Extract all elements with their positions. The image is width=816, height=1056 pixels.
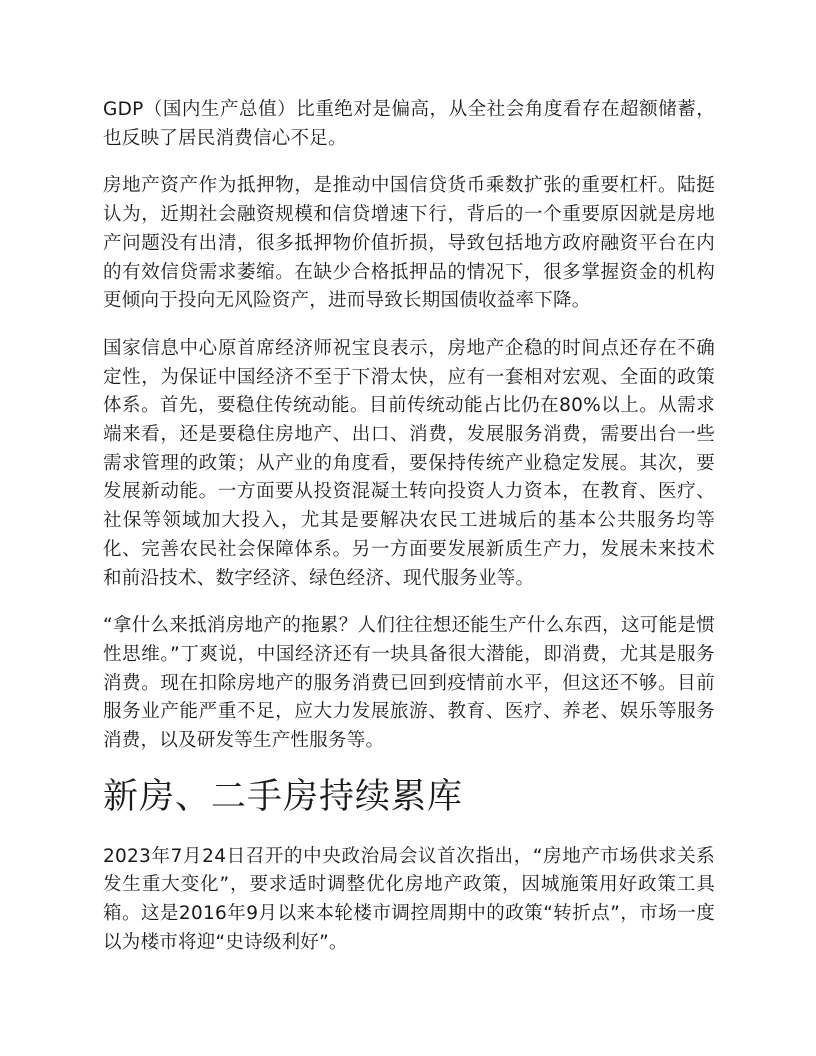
paragraph: GDP（国内生产总值）比重绝对是偏高，从全社会角度看存在超额储蓄，也反映了居民消费信心不足。: [103, 99, 715, 149]
document-page: [103, 96, 715, 977]
paragraph: 2023年7月24日召开的中央政治局会议首次指出，“房地产市场供求关系发生重大变化”，要求适时调整优化房地产政策，因城施策用好政策工具箱。这是2016年9月以来本轮楼市调控周期中的政策“转折点”，市场一度以为楼市将迎“史诗级利好”。: [103, 845, 715, 953]
paragraph: “拿什么来抵消房地产的拖累？人们往往想还能生产什么东西，这可能是惯性思维。”丁爽说，中国经济还有一块具备很大潜能，即消费，尤其是服务消费。现在扣除房地产的服务消费已回到疫情前水平，但这还不够。目前服务业产能严重不足，应大力发展旅游、教育、医疗、养老、娱乐等服务消费，以及研发等生产性服务等。: [103, 615, 715, 752]
paragraph: 房地产资产作为抵押物，是推动中国信贷货币乘数扩张的重要杠杆。陆挺认为，近期社会融资规模和信贷增速下行，背后的一个重要原因就是房地产问题没有出清，很多抵押物价值折损，导致包括地方政府融资平台在内的有效信贷需求萎缩。在缺少合格抵押品的情况下，很多掌握资金的机构更倾向于投向无风险资产，进而导致长期国债收益率下降。: [103, 175, 715, 312]
section-heading: 新房、二手房持续累库: [103, 776, 464, 817]
paragraph: 国家信息中心原首席经济师祝宝良表示，房地产企稳的时间点还存在不确定性，为保证中国经济不至于下滑太快，应有一套相对宏观、全面的政策体系。首先，要稳住传统动能。目前传统动能占比仍在80%以上。从需求端来看，还是要稳住房地产、出口、消费，发展服务消费，需要出台一些需求管理的政策；从产业的角度看，要保持传统产业稳定发展。其次，要发展新动能。一方面要从投资混凝土转向投资人力资本，在教育、医疗、社保等领域加大投入，尤其是要解决农民工进城后的基本公共服务均等化、完善农民社会保障体系。另一方面要发展新质生产力，发展未来技术和前沿技术、数字经济、绿色经济、现代服务业等。: [103, 337, 715, 589]
